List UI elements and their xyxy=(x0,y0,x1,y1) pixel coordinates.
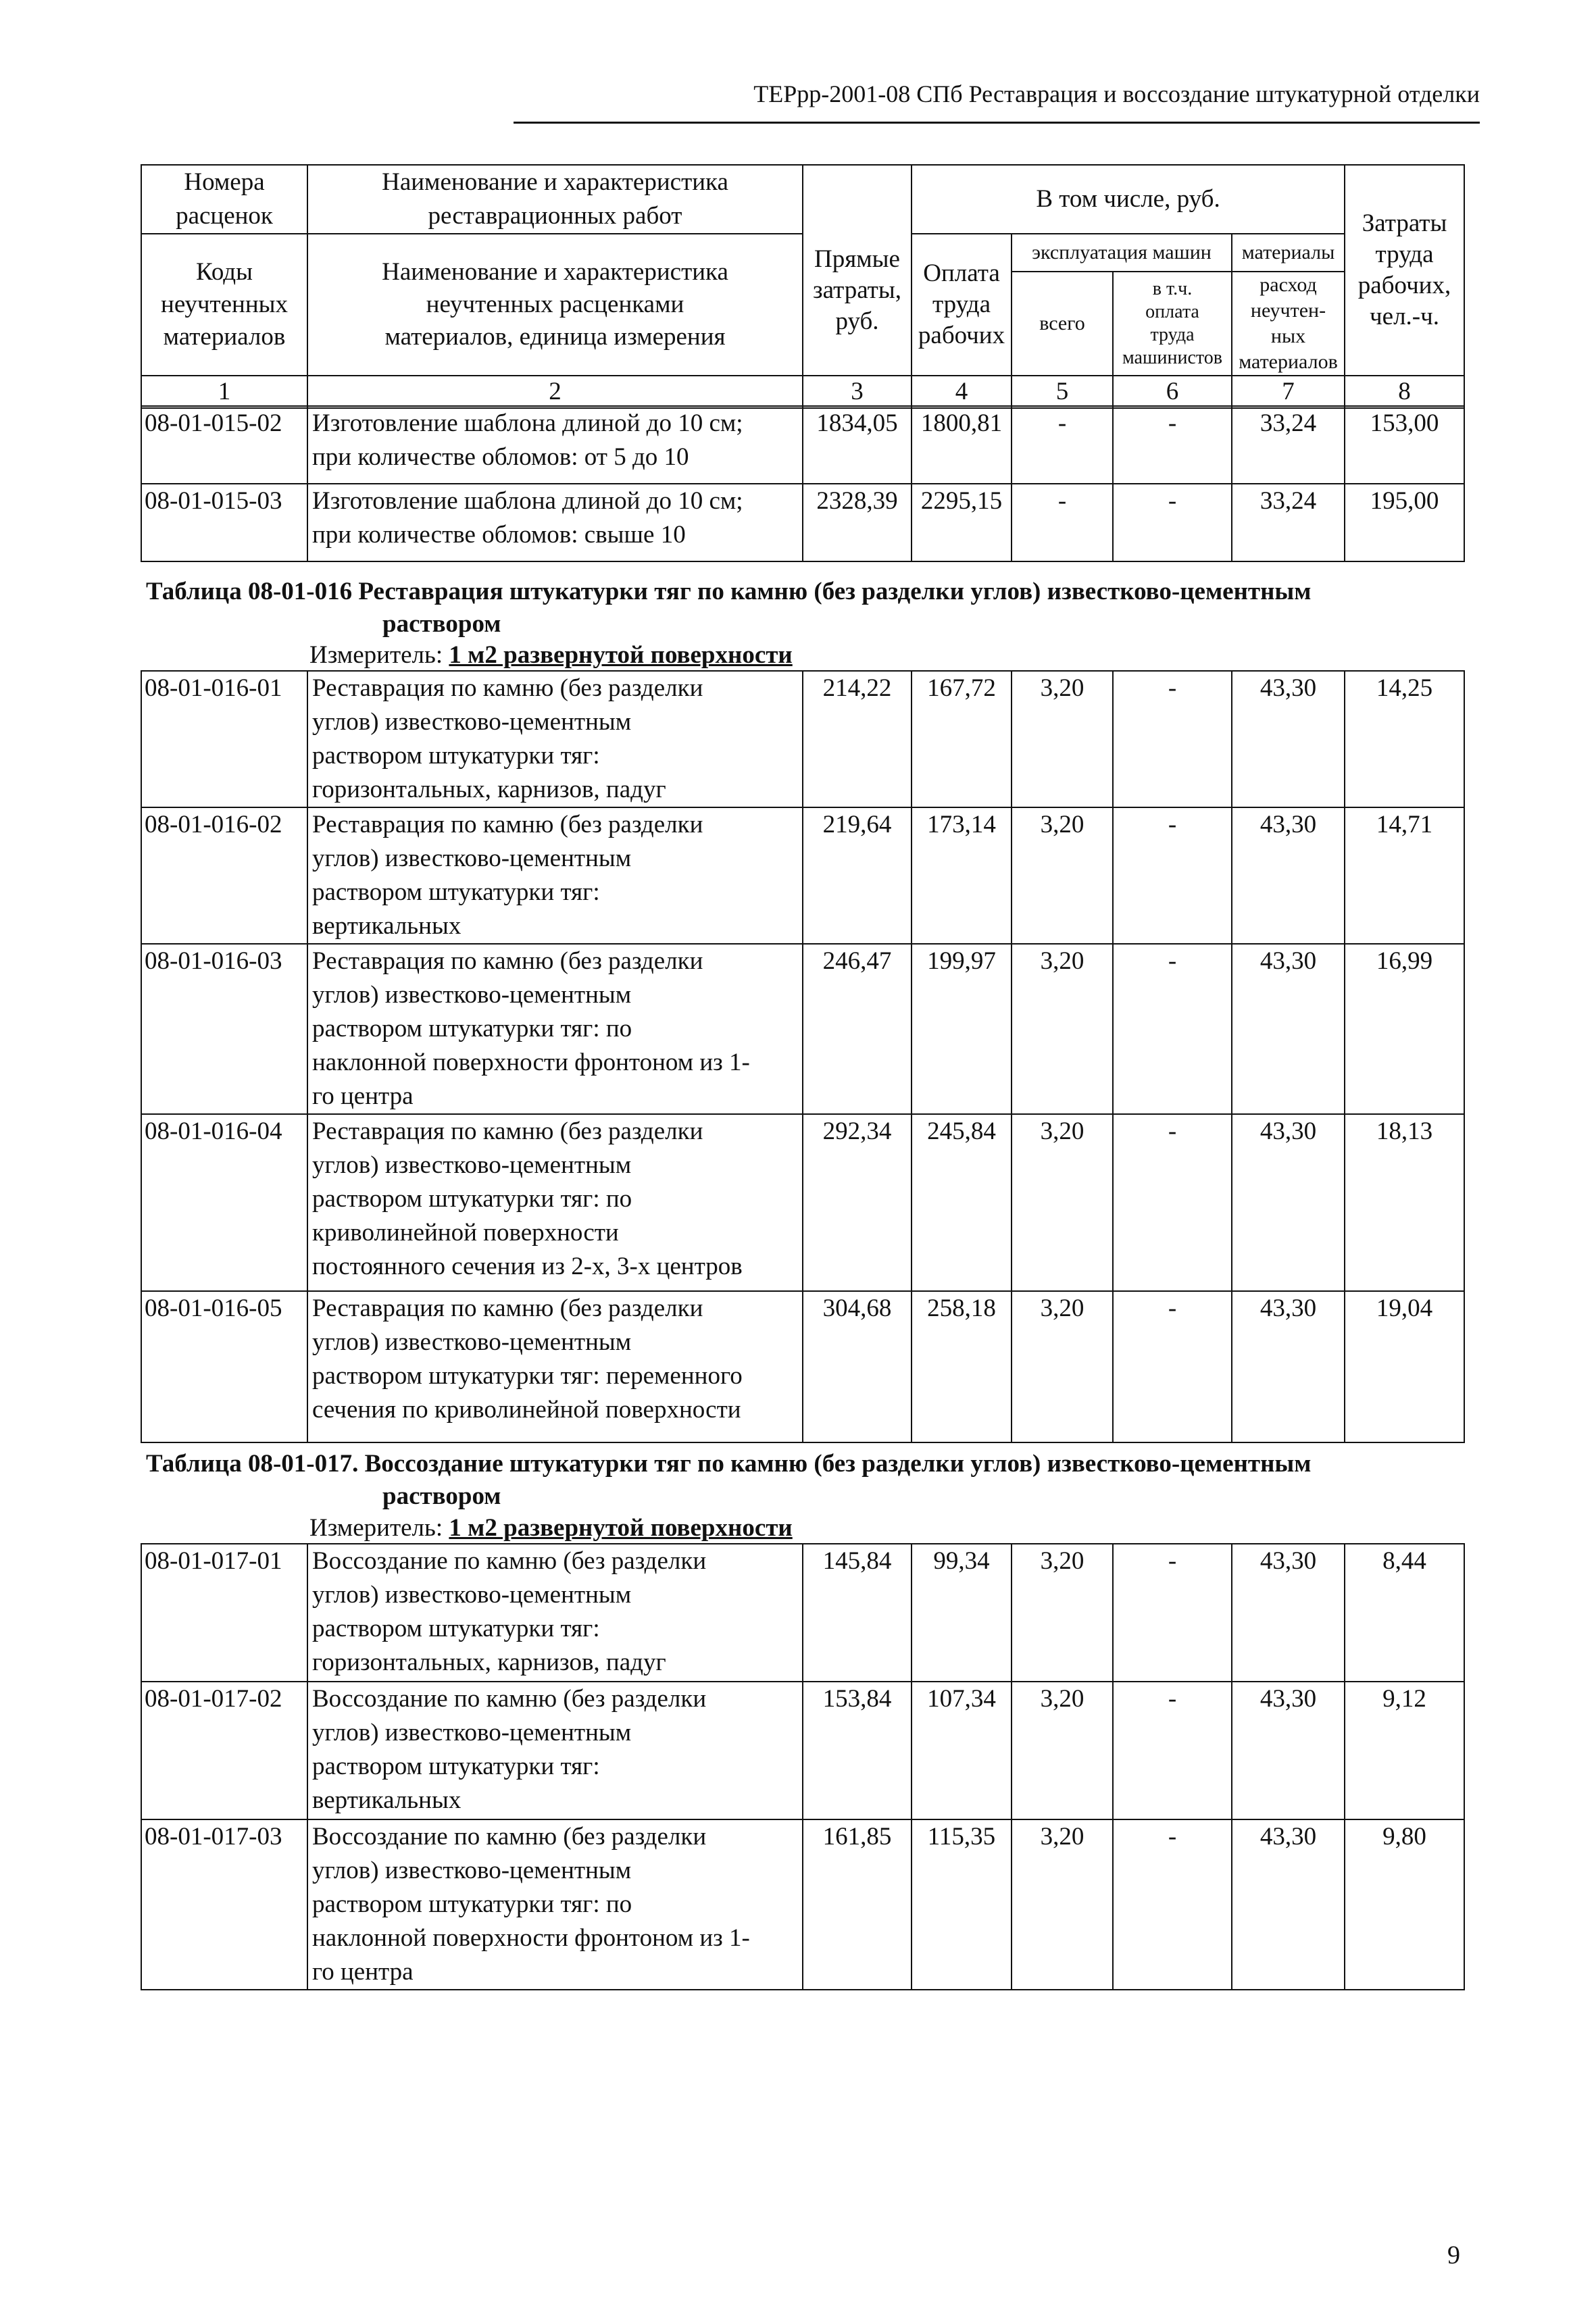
labor-hours: 14,71 xyxy=(1345,807,1464,944)
col-number-1: 1 xyxy=(141,376,307,408)
machinists-pay: - xyxy=(1113,944,1232,1114)
table-017 xyxy=(141,1543,1465,1990)
machinists-pay: - xyxy=(1113,671,1232,807)
labor-hours: 9,12 xyxy=(1345,1682,1464,1819)
machines-total: 3,20 xyxy=(1012,1291,1113,1442)
machines-total: - xyxy=(1012,406,1113,484)
direct-costs: 145,84 xyxy=(803,1544,912,1682)
machinists-pay: - xyxy=(1113,1291,1232,1442)
machinists-pay: - xyxy=(1113,1114,1232,1291)
col-number-2: 2 xyxy=(307,376,803,408)
col-number-7: 7 xyxy=(1232,376,1345,408)
machines-total: 3,20 xyxy=(1012,671,1113,807)
labor-hours: 18,13 xyxy=(1345,1114,1464,1291)
materials-cost: 33,24 xyxy=(1232,406,1345,484)
row-code: 08-01-016-04 xyxy=(141,1114,307,1291)
direct-costs: 246,47 xyxy=(803,944,912,1114)
materials-cost: 33,24 xyxy=(1232,484,1345,561)
row-description: Реставрация по камню (без разделки углов) известково-цементным раствором штукатурки тяг: по наклонной поверхности фронтоном из 1- го центра xyxy=(307,944,803,1114)
row-code: 08-01-016-01 xyxy=(141,671,307,807)
col4-header: Оплата труда рабочих xyxy=(912,234,1012,376)
col2-header-top: Наименование и характеристика реставрационных работ xyxy=(307,165,803,234)
materials-cost: 43,30 xyxy=(1232,807,1345,944)
row-description: Реставрация по камню (без разделки углов) известково-цементным раствором штукатурки тяг: по криволинейной поверхности постоянного сечения из 2-х, 3-х центров xyxy=(307,1114,803,1291)
column-header-table xyxy=(141,164,1465,409)
table-row xyxy=(141,1682,1464,1819)
labor-hours: 153,00 xyxy=(1345,406,1464,484)
row-description: Реставрация по камню (без разделки углов) известково-цементным раствором штукатурки тяг: горизонтальных, карнизов, падуг xyxy=(307,671,803,807)
materials-cost: 43,30 xyxy=(1232,1544,1345,1682)
materials-cost: 43,30 xyxy=(1232,1291,1345,1442)
labor-pay: 245,84 xyxy=(912,1114,1012,1291)
labor-pay: 115,35 xyxy=(912,1819,1012,1990)
col7-header: расход неучтен- ных материалов xyxy=(1232,272,1345,376)
materials-cost: 43,30 xyxy=(1232,944,1345,1114)
table-row xyxy=(141,1819,1464,1990)
row-code: 08-01-015-03 xyxy=(141,484,307,561)
machinists-pay: - xyxy=(1113,484,1232,561)
col2-header-bottom: Наименование и характеристика неучтенных расценками материалов, единица измерения xyxy=(307,234,803,376)
row-code: 08-01-017-01 xyxy=(141,1544,307,1682)
table-row xyxy=(141,1114,1464,1291)
machinists-pay: - xyxy=(1113,1819,1232,1990)
table-017-title: Таблица 08-01-017. Воссоздание штукатурки тяг по камню (без разделки углов) известково-цементным раствором xyxy=(146,1450,1312,1510)
col3-header: Прямые затраты, руб. xyxy=(803,165,912,376)
table-row xyxy=(141,807,1464,944)
running-header: ТЕРрр-2001-08 СПб Реставрация и воссоздание штукатурной отделки xyxy=(753,80,1480,107)
materials-cost: 43,30 xyxy=(1232,1114,1345,1291)
col-number-5: 5 xyxy=(1012,376,1113,408)
table-016-measure: Измеритель: 1 м2 развернутой поверхности xyxy=(309,641,793,669)
row-description: Реставрация по камню (без разделки углов) известково-цементным раствором штукатурки тяг: вертикальных xyxy=(307,807,803,944)
page-number: 9 xyxy=(1447,2241,1460,2269)
labor-hours: 195,00 xyxy=(1345,484,1464,561)
labor-hours: 14,25 xyxy=(1345,671,1464,807)
table-016 xyxy=(141,670,1465,1443)
machines-total: 3,20 xyxy=(1012,1544,1113,1682)
table-016-title: Таблица 08-01-016 Реставрация штукатурки тяг по камню (без разделки углов) известково-цементным раствором xyxy=(146,578,1312,638)
labor-pay: 167,72 xyxy=(912,671,1012,807)
labor-hours: 9,80 xyxy=(1345,1819,1464,1990)
row-description: Реставрация по камню (без разделки углов) известково-цементным раствором штукатурки тяг: переменного сечения по криволинейной поверхности xyxy=(307,1291,803,1442)
row-description: Воссоздание по камню (без разделки углов) известково-цементным раствором штукатурки тяг: вертикальных xyxy=(307,1682,803,1819)
labor-pay: 258,18 xyxy=(912,1291,1012,1442)
table-015 xyxy=(141,405,1465,562)
direct-costs: 219,64 xyxy=(803,807,912,944)
labor-pay: 1800,81 xyxy=(912,406,1012,484)
col-number-4: 4 xyxy=(912,376,1012,408)
machines-total: 3,20 xyxy=(1012,807,1113,944)
table-row xyxy=(141,944,1464,1114)
machines-total: 3,20 xyxy=(1012,1819,1113,1990)
labor-hours: 19,04 xyxy=(1345,1291,1464,1442)
machines-total: 3,20 xyxy=(1012,1682,1113,1819)
materials-cost: 43,30 xyxy=(1232,1682,1345,1819)
row-description: Изготовление шаблона длиной до 10 см; при количестве обломов: от 5 до 10 xyxy=(307,406,803,484)
labor-hours: 16,99 xyxy=(1345,944,1464,1114)
direct-costs: 304,68 xyxy=(803,1291,912,1442)
group-header: В том числе, руб. xyxy=(912,165,1345,234)
machinists-pay: - xyxy=(1113,1544,1232,1682)
labor-pay: 199,97 xyxy=(912,944,1012,1114)
labor-pay: 107,34 xyxy=(912,1682,1012,1819)
table-row xyxy=(141,671,1464,807)
col-number-8: 8 xyxy=(1345,376,1464,408)
table-017-measure: Измеритель: 1 м2 развернутой поверхности xyxy=(309,1514,793,1542)
materials-cost: 43,30 xyxy=(1232,671,1345,807)
row-description: Воссоздание по камню (без разделки углов) известково-цементным раствором штукатурки тяг: горизонтальных, карнизов, падуг xyxy=(307,1544,803,1682)
machines-header: эксплуатация машин xyxy=(1012,234,1232,272)
col-number-6: 6 xyxy=(1113,376,1232,408)
machines-total: 3,20 xyxy=(1012,944,1113,1114)
machinists-pay: - xyxy=(1113,807,1232,944)
header-rule xyxy=(514,122,1480,124)
row-code: 08-01-016-05 xyxy=(141,1291,307,1442)
direct-costs: 153,84 xyxy=(803,1682,912,1819)
machinists-pay: - xyxy=(1113,406,1232,484)
col1-header-bottom: Коды неучтенных материалов xyxy=(141,234,307,376)
col-number-3: 3 xyxy=(803,376,912,408)
direct-costs: 1834,05 xyxy=(803,406,912,484)
labor-hours: 8,44 xyxy=(1345,1544,1464,1682)
col6-header: в т.ч. оплата труда машинистов xyxy=(1113,272,1232,376)
row-code: 08-01-017-02 xyxy=(141,1682,307,1819)
machines-total: 3,20 xyxy=(1012,1114,1113,1291)
materials-header: материалы xyxy=(1232,234,1345,272)
machines-total: - xyxy=(1012,484,1113,561)
materials-cost: 43,30 xyxy=(1232,1819,1345,1990)
direct-costs: 161,85 xyxy=(803,1819,912,1990)
table-row xyxy=(141,1544,1464,1682)
col5-header: всего xyxy=(1012,272,1113,376)
direct-costs: 2328,39 xyxy=(803,484,912,561)
labor-pay: 2295,15 xyxy=(912,484,1012,561)
machinists-pay: - xyxy=(1113,1682,1232,1819)
table-row xyxy=(141,1291,1464,1442)
direct-costs: 214,22 xyxy=(803,671,912,807)
labor-pay: 99,34 xyxy=(912,1544,1012,1682)
row-code: 08-01-016-03 xyxy=(141,944,307,1114)
table-row xyxy=(141,484,1464,561)
row-code: 08-01-015-02 xyxy=(141,406,307,484)
col1-header-top: Номера расценок xyxy=(141,165,307,234)
row-code: 08-01-017-03 xyxy=(141,1819,307,1990)
labor-pay: 173,14 xyxy=(912,807,1012,944)
row-description: Изготовление шаблона длиной до 10 см; при количестве обломов: свыше 10 xyxy=(307,484,803,561)
table-row xyxy=(141,406,1464,484)
direct-costs: 292,34 xyxy=(803,1114,912,1291)
row-code: 08-01-016-02 xyxy=(141,807,307,944)
col8-header: Затраты труда рабочих, чел.-ч. xyxy=(1345,165,1464,376)
row-description: Воссоздание по камню (без разделки углов) известково-цементным раствором штукатурки тяг: по наклонной поверхности фронтоном из 1- го центра xyxy=(307,1819,803,1990)
